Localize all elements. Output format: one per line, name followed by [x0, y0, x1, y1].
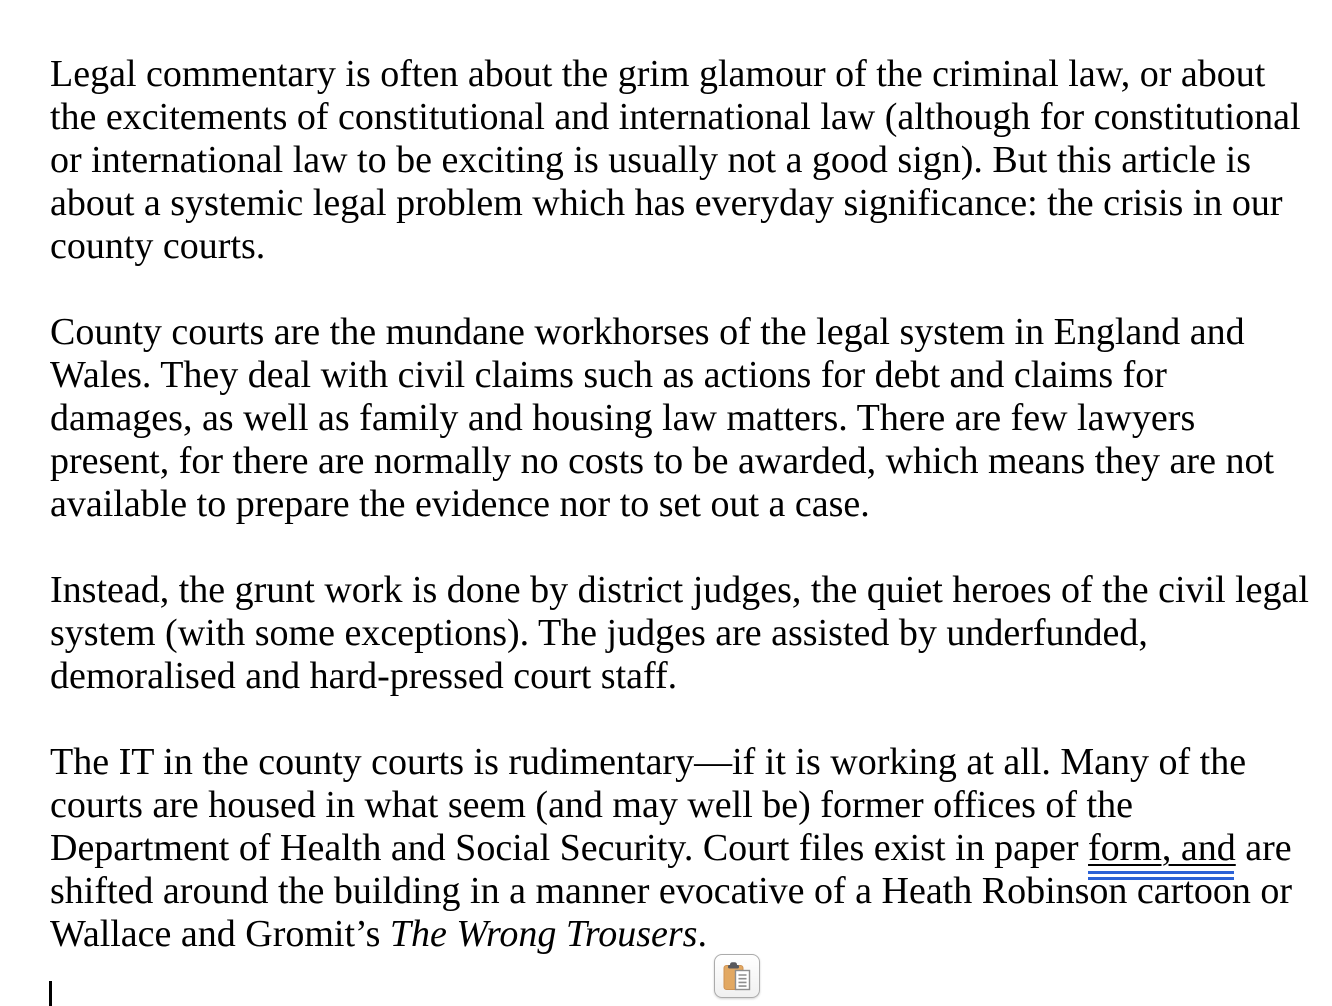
text-line: Wales. They deal with civil claims such as actions for debt and claims for — [50, 354, 1167, 396]
text-line — [50, 913, 1312, 956]
text-cursor — [49, 981, 52, 1006]
text-line: County courts are the mundane workhorses of the legal system in England and — [50, 311, 1245, 353]
text-segment: Wallace and Gromit’s — [50, 913, 390, 955]
text-line: courts are housed in what seem (and may well be) former offices of the — [50, 784, 1133, 826]
text-line — [50, 827, 1312, 870]
paragraph-4[interactable] — [50, 741, 1312, 956]
paragraph-3[interactable] — [50, 569, 1312, 698]
text-line: about a systemic legal problem which has everyday significance: the crisis in our — [50, 182, 1283, 224]
text-line: present, for there are normally no costs to be awarded, which means they are not — [50, 440, 1274, 482]
text-line: the excitements of constitutional and international law (although for constitutional — [50, 96, 1301, 138]
text-segment: . — [697, 913, 707, 955]
italic-text: The Wrong Trousers — [389, 913, 698, 955]
paste-options-button[interactable] — [714, 954, 760, 998]
text-line: Legal commentary is often about the grim glamour of the criminal law, or about — [50, 53, 1266, 95]
document-text-area[interactable] — [50, 53, 1312, 999]
text-line: Instead, the grunt work is done by district judges, the quiet heroes of the civil legal — [50, 569, 1309, 611]
text-line: The IT in the county courts is rudimentary—if it is working at all. Many of the — [50, 741, 1247, 783]
grammar-underlined-text[interactable]: form, and — [1088, 827, 1236, 869]
text-line: demoralised and hard-pressed court staff. — [50, 655, 678, 697]
text-line: system (with some exceptions). The judges are assisted by underfunded, — [50, 612, 1148, 654]
text-line: county courts. — [50, 225, 266, 267]
paragraph-2[interactable] — [50, 311, 1312, 526]
text-line: damages, as well as family and housing law matters. There are few lawyers — [50, 397, 1196, 439]
text-line: available to prepare the evidence nor to set out a case. — [50, 483, 870, 525]
text-segment: Department of Health and Social Security. Court files exist in paper — [50, 827, 1089, 869]
clipboard-icon — [721, 961, 754, 992]
text-line: shifted around the building in a manner evocative of a Heath Robinson cartoon or — [50, 870, 1293, 912]
text-line: or international law to be exciting is usually not a good sign). But this article is — [50, 139, 1252, 181]
text-segment: are — [1235, 827, 1292, 869]
paragraph-1[interactable] — [50, 53, 1312, 268]
